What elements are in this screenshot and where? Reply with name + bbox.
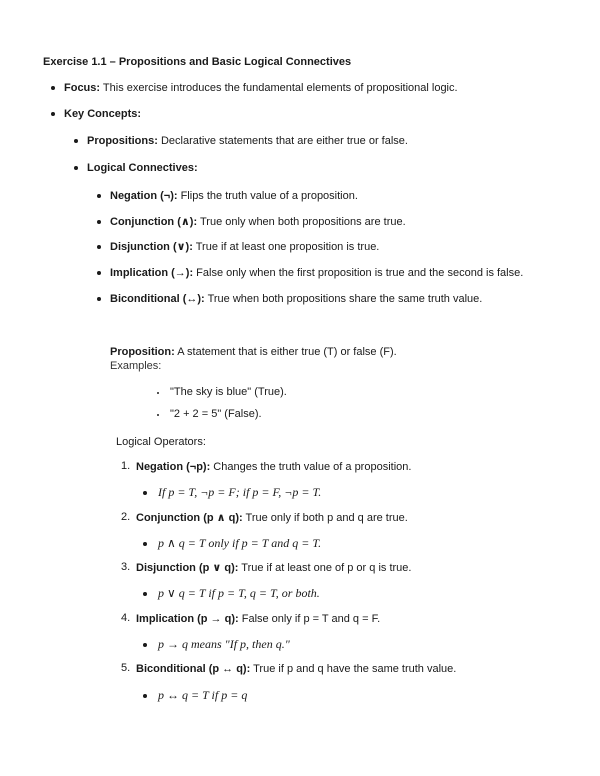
bullet <box>143 491 147 495</box>
propositions-text: Declarative statements that are either true or false. <box>157 135 408 147</box>
logical-connectives-heading: Logical Connectives: <box>87 162 198 174</box>
operator-detail: p → q means "If p, then q." <box>158 637 290 651</box>
operator-detail: p ∧ q = T only if p = T and q = T. <box>158 536 322 550</box>
logical-operators-title: Logical Operators: <box>116 436 206 448</box>
bullet <box>97 271 101 275</box>
bullet <box>51 86 55 90</box>
bullet <box>143 694 147 698</box>
focus-label: Focus: <box>64 82 101 94</box>
bullet <box>143 643 147 647</box>
proposition-definition <box>110 345 397 359</box>
connective-item-negation: Negation (¬): Flips the truth value of a proposition. <box>110 190 358 202</box>
connective-item-disjunction: Disjunction (∨): True if at least one proposition is true. <box>110 241 380 253</box>
operator-item-conjunction: Conjunction (p ∧ q): True only if both p and q are true. <box>136 512 408 524</box>
example-item: "2 + 2 = 5" (False). <box>170 408 262 420</box>
examples-label: Examples: <box>110 360 162 372</box>
bullet <box>51 112 55 116</box>
example-item: "The sky is blue" (True). <box>170 386 287 398</box>
bullet <box>97 245 101 249</box>
bullet <box>143 542 147 546</box>
connective-item-conjunction: Conjunction (∧): True only when both propositions are true. <box>110 216 406 228</box>
list-number: 2. <box>121 511 131 523</box>
list-number: 5. <box>121 662 131 674</box>
connective-item-implication: Implication (→): False only when the first proposition is true and the second is false. <box>110 267 524 279</box>
exercise-title: Exercise 1.1 – Propositions and Basic Logical Connectives <box>43 56 352 68</box>
operator-detail: If p = T, ¬p = F; if p = F, ¬p = T. <box>158 485 322 499</box>
bullet <box>97 220 101 224</box>
bullet <box>143 592 147 596</box>
operator-item-disjunction: Disjunction (p ∨ q): True if at least one of p or q is true. <box>136 562 412 574</box>
operator-detail: p ↔ q = T if p = q <box>158 688 248 702</box>
list-number: 4. <box>121 612 131 624</box>
proposition-definition-label: Proposition: <box>110 346 175 358</box>
operator-item-biconditional: Biconditional (p ↔ q): True if p and q have the same truth value. <box>136 663 457 675</box>
propositions-item <box>87 134 408 148</box>
bullet <box>97 194 101 198</box>
bullet <box>157 414 159 416</box>
focus-item <box>64 81 458 95</box>
propositions-label: Propositions: <box>87 135 158 147</box>
bullet <box>74 166 78 170</box>
bullet <box>74 139 78 143</box>
operator-item-implication: Implication (p → q): False only if p = T and q = F. <box>136 613 381 625</box>
operator-item-negation: Negation (¬p): Changes the truth value of a proposition. <box>136 461 412 473</box>
bullet <box>157 392 159 394</box>
list-number: 3. <box>121 561 131 573</box>
focus-text: This exercise introduces the fundamental elements of propositional logic. <box>100 82 458 94</box>
bullet <box>97 297 101 301</box>
proposition-definition-text: A statement that is either true (T) or false (F). <box>174 346 397 358</box>
connective-item-biconditional: Biconditional (↔): True when both propositions share the same truth value. <box>110 293 483 305</box>
operator-detail: p ∨ q = T if p = T, q = T, or both. <box>158 586 320 600</box>
key-concepts-heading: Key Concepts: <box>64 108 142 120</box>
list-number: 1. <box>121 460 131 472</box>
